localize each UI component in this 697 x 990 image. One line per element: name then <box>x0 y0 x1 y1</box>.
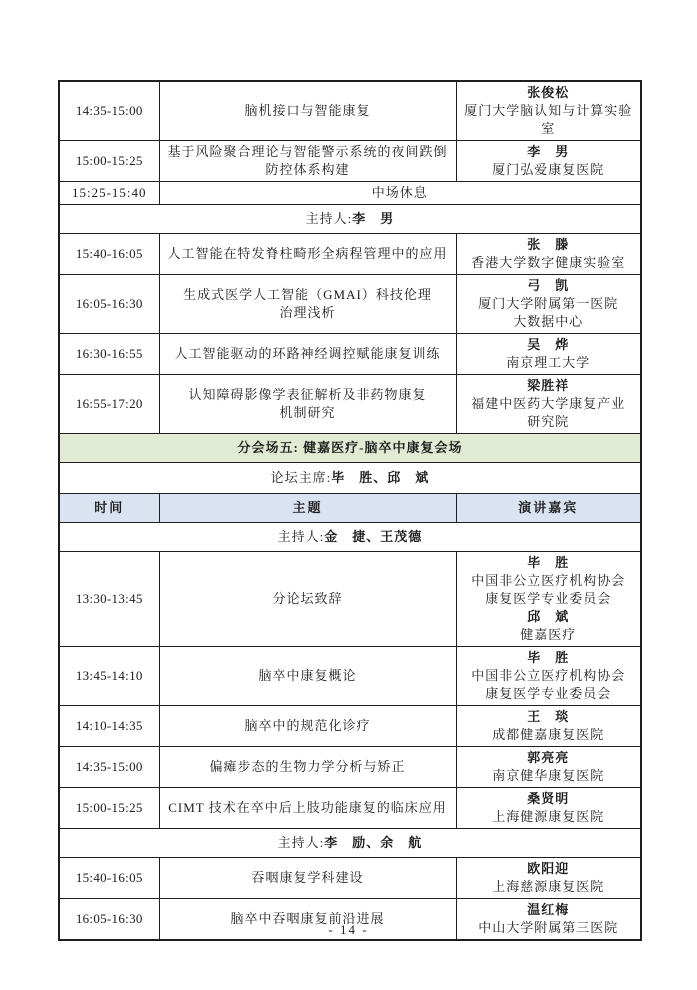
speaker-affiliation: 成都健嘉康复医院 <box>492 727 605 742</box>
role-prefix: 主持人: <box>277 529 325 544</box>
speaker-affiliation: 中国非公立医疗机构协会 <box>471 668 626 683</box>
table-row-talk <box>59 706 641 747</box>
time-cell: 15:00-15:25 <box>59 141 159 182</box>
table-row-band <box>59 434 641 463</box>
topic-cell <box>159 647 456 706</box>
topic-cell <box>159 858 456 899</box>
topic-line: CIMT 技术在卒中后上肢功能康复的临床应用 <box>168 800 447 815</box>
topic-cell <box>159 81 456 141</box>
topic-cell <box>159 706 456 747</box>
role-prefix: 论坛主席: <box>270 470 332 485</box>
speaker-name: 邱 斌 <box>527 609 570 624</box>
speaker-affiliation: 康复医学专业委员会 <box>485 686 612 701</box>
speaker-cell <box>456 375 641 434</box>
speaker-affiliation: 南京健华康复医院 <box>492 768 605 783</box>
topic-line: 基于风险聚合理论与智能警示系统的夜间跌倒 <box>167 144 448 159</box>
topic-line: 防控体系构建 <box>265 162 350 177</box>
time-cell: 15:00-15:25 <box>59 788 159 829</box>
table-row-talk <box>59 334 641 375</box>
table-row-talk <box>59 141 641 182</box>
role-names: 李 男 <box>352 211 395 226</box>
section-band: 分会场五: 健嘉医疗-脑卒中康复会场 <box>59 434 641 463</box>
speaker-name: 李 男 <box>527 144 570 159</box>
topic-cell <box>159 234 456 275</box>
schedule-table-container <box>58 80 640 941</box>
host-cell <box>59 829 641 858</box>
table-row-talk <box>59 275 641 334</box>
role-prefix: 主持人: <box>305 211 353 226</box>
table-row-talk <box>59 647 641 706</box>
topic-line: 生成式医学人工智能（GMAI）科技伦理 <box>183 287 432 302</box>
topic-line: 治理浅析 <box>279 305 336 320</box>
table-row-colheader <box>59 494 641 523</box>
speaker-cell <box>456 747 641 788</box>
forum-chair-cell <box>59 463 641 494</box>
speaker-name: 温红梅 <box>527 902 570 917</box>
speaker-affiliation: 大数据中心 <box>513 314 584 329</box>
table-row-chair <box>59 463 641 494</box>
table-row-talk <box>59 234 641 275</box>
time-cell: 14:35-15:00 <box>59 81 159 141</box>
table-row-talk <box>59 788 641 829</box>
column-header: 主题 <box>159 494 456 523</box>
speaker-affiliation: 中山大学附属第三医院 <box>478 920 619 935</box>
time-cell: 15:40-16:05 <box>59 858 159 899</box>
table-row-talk <box>59 81 641 141</box>
topic-line: 脑卒中康复概论 <box>258 668 357 683</box>
time-cell: 13:30-13:45 <box>59 552 159 647</box>
speaker-cell <box>456 234 641 275</box>
topic-line: 偏瘫步态的生物力学分析与矫正 <box>209 759 406 774</box>
speaker-affiliation: 健嘉医疗 <box>520 627 577 642</box>
column-header: 时间 <box>59 494 159 523</box>
speaker-name: 王 琰 <box>527 709 570 724</box>
speaker-affiliation: 香港大学数字健康实验室 <box>471 255 626 270</box>
speaker-name: 张 滕 <box>527 237 570 252</box>
schedule-table-body <box>59 81 641 940</box>
topic-cell <box>159 275 456 334</box>
topic-cell <box>159 747 456 788</box>
speaker-name: 张俊松 <box>527 85 570 100</box>
speaker-name: 欧阳迎 <box>527 861 570 876</box>
time-cell: 14:35-15:00 <box>59 747 159 788</box>
topic-line: 脑卒中的规范化诊疗 <box>244 718 371 733</box>
time-cell: 16:05-16:30 <box>59 275 159 334</box>
speaker-cell <box>456 81 641 141</box>
speaker-name: 梁胜祥 <box>527 378 570 393</box>
time-cell: 16:55-17:20 <box>59 375 159 434</box>
speaker-affiliation: 上海慈源康复医院 <box>492 879 605 894</box>
speaker-name: 毕 胜 <box>527 650 570 665</box>
table-row-talk <box>59 858 641 899</box>
topic-line: 脑机接口与智能康复 <box>244 103 371 118</box>
speaker-affiliation: 康复医学专业委员会 <box>485 591 612 606</box>
page-number: - 14 - <box>328 922 369 937</box>
column-header: 演讲嘉宾 <box>456 494 641 523</box>
break-label: 中场休息 <box>159 182 641 205</box>
speaker-affiliation: 南京理工大学 <box>506 355 591 370</box>
table-row-talk <box>59 552 641 647</box>
topic-line: 吞咽康复学科建设 <box>251 870 364 885</box>
speaker-cell <box>456 858 641 899</box>
speaker-name: 毕 胜 <box>527 555 570 570</box>
time-cell: 14:10-14:35 <box>59 706 159 747</box>
role-names: 毕 胜、邱 斌 <box>331 470 430 485</box>
host-cell <box>59 523 641 552</box>
speaker-cell <box>456 141 641 182</box>
time-cell: 15:40-16:05 <box>59 234 159 275</box>
table-row-host <box>59 829 641 858</box>
table-row-host <box>59 205 641 234</box>
speaker-affiliation: 上海健源康复医院 <box>492 809 605 824</box>
topic-cell <box>159 334 456 375</box>
table-row-break <box>59 182 641 205</box>
topic-line: 分论坛致辞 <box>272 591 343 606</box>
speaker-name: 郭亮亮 <box>527 750 570 765</box>
topic-line: 认知障碍影像学表征解析及非药物康复 <box>188 387 427 402</box>
speaker-affiliation: 研究院 <box>527 414 570 429</box>
speaker-cell <box>456 275 641 334</box>
topic-cell <box>159 552 456 647</box>
table-row-talk <box>59 375 641 434</box>
topic-line: 人工智能在特发脊柱畸形全病程管理中的应用 <box>167 246 448 261</box>
speaker-cell <box>456 647 641 706</box>
speaker-affiliation: 中国非公立医疗机构协会 <box>471 573 626 588</box>
speaker-cell <box>456 788 641 829</box>
schedule-table <box>58 80 642 941</box>
role-prefix: 主持人: <box>277 835 325 850</box>
role-names: 李 励、余 航 <box>324 835 423 850</box>
topic-line: 人工智能驱动的环路神经调控赋能康复训练 <box>174 346 441 361</box>
host-cell <box>59 205 641 234</box>
topic-cell <box>159 788 456 829</box>
speaker-affiliation: 厦门大学脑认知与计算实验室 <box>464 103 633 136</box>
speaker-affiliation: 厦门弘爱康复医院 <box>492 162 605 177</box>
topic-cell <box>159 375 456 434</box>
time-cell: 13:45-14:10 <box>59 647 159 706</box>
topic-cell <box>159 141 456 182</box>
role-names: 金 捷、王茂德 <box>324 529 423 544</box>
time-cell: 15:25-15:40 <box>59 182 159 205</box>
speaker-name: 桑贤明 <box>527 791 570 806</box>
time-cell: 16:30-16:55 <box>59 334 159 375</box>
topic-line: 脑卒中吞咽康复前沿进展 <box>230 911 385 926</box>
speaker-name: 弓 凯 <box>527 278 570 293</box>
speaker-cell <box>456 706 641 747</box>
topic-line: 机制研究 <box>279 405 336 420</box>
table-row-host <box>59 523 641 552</box>
speaker-cell <box>456 334 641 375</box>
speaker-affiliation: 福建中医药大学康复产业 <box>471 396 626 411</box>
speaker-cell <box>456 552 641 647</box>
time-cell: 16:05-16:30 <box>59 899 159 941</box>
speaker-affiliation: 厦门大学附属第一医院 <box>478 296 619 311</box>
table-row-talk <box>59 747 641 788</box>
speaker-name: 吴 烨 <box>527 337 570 352</box>
